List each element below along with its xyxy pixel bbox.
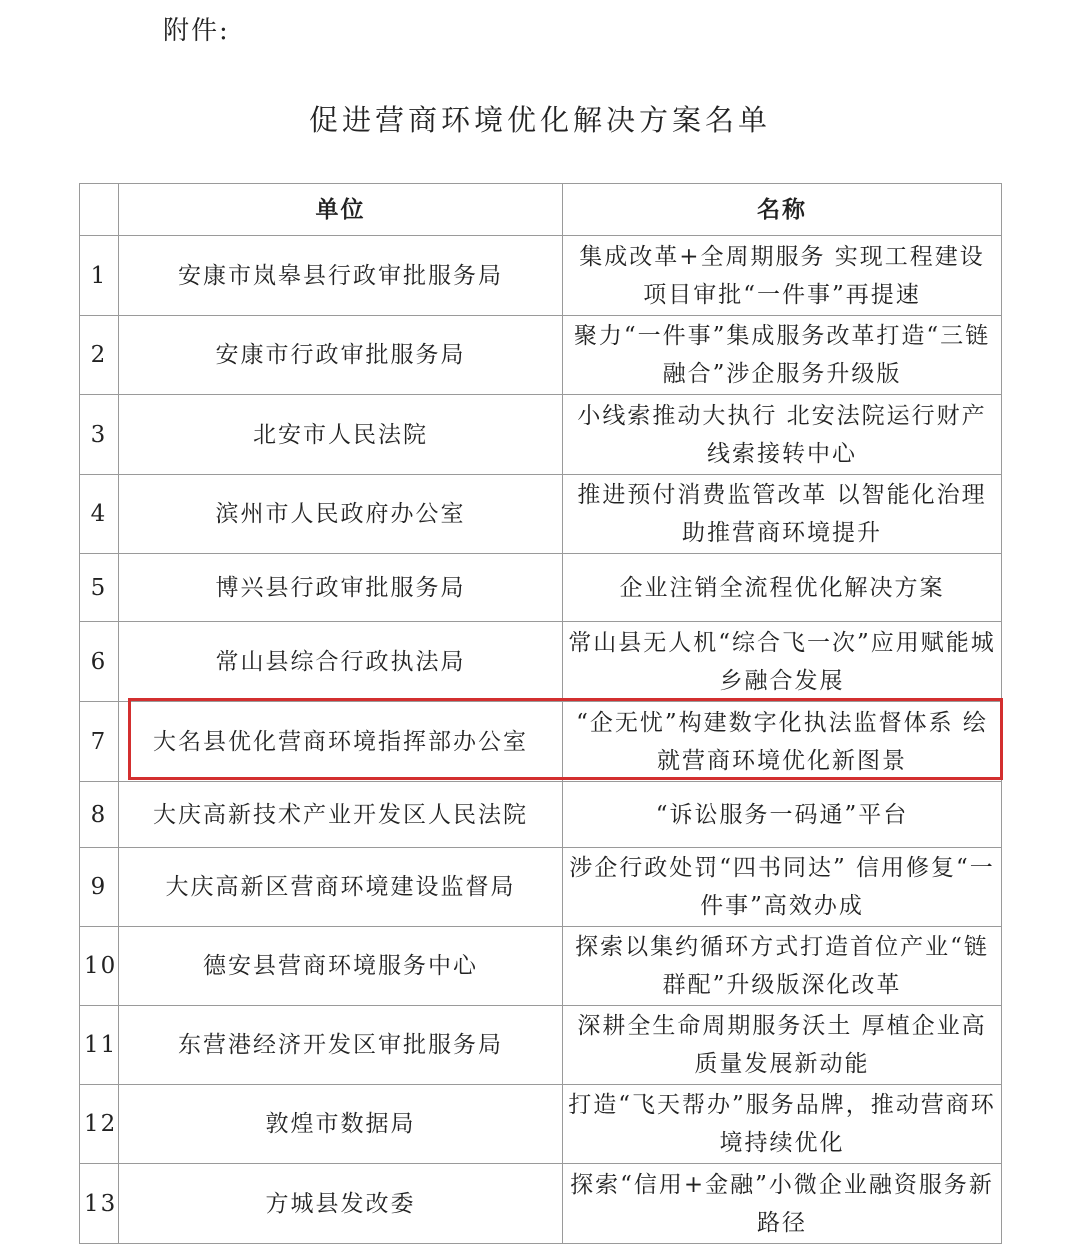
row-unit: 东营港经济开发区审批服务局 <box>119 1006 563 1085</box>
table-row <box>80 395 1002 475</box>
table-row <box>80 848 1002 927</box>
row-number: 9 <box>80 848 119 927</box>
table-row <box>80 316 1002 395</box>
row-name: 打造“飞天帮办”服务品牌，推动营商环境持续优化 <box>563 1085 1002 1164</box>
row-number: 8 <box>80 782 119 848</box>
row-name: 涉企行政处罚“四书同达” 信用修复“一件事”高效办成 <box>563 848 1002 927</box>
header-unit: 单位 <box>119 184 563 236</box>
document-title: 促进营商环境优化解决方案名单 <box>308 103 771 137</box>
row-unit: 大庆高新技术产业开发区人民法院 <box>119 782 563 848</box>
table-row <box>80 475 1002 554</box>
row-name: 小线索推动大执行 北安法院运行财产线索接转中心 <box>563 395 1002 475</box>
row-name: 聚力“一件事”集成服务改革打造“三链融合”涉企服务升级版 <box>563 316 1002 395</box>
row-unit: 德安县营商环境服务中心 <box>119 927 563 1006</box>
table-row <box>80 554 1002 622</box>
row-unit: 常山县综合行政执法局 <box>119 622 563 702</box>
row-name: “诉讼服务一码通”平台 <box>563 782 1002 848</box>
row-number: 7 <box>80 702 119 782</box>
row-name: 企业注销全流程优化解决方案 <box>563 554 1002 622</box>
row-number: 1 <box>80 236 119 316</box>
table-row <box>80 622 1002 702</box>
row-number: 11 <box>80 1006 119 1085</box>
table-row <box>80 1085 1002 1164</box>
row-name: 探索“信用+金融”小微企业融资服务新路径 <box>563 1164 1002 1244</box>
header-no <box>80 184 119 236</box>
row-number: 4 <box>80 475 119 554</box>
row-number: 3 <box>80 395 119 475</box>
row-unit: 敦煌市数据局 <box>119 1085 563 1164</box>
table-row <box>80 1164 1002 1244</box>
row-name: 集成改革+全周期服务 实现工程建设项目审批“一件事”再提速 <box>563 236 1002 316</box>
header-name: 名称 <box>563 184 1002 236</box>
table-header-row <box>80 184 1002 236</box>
row-name: “企无忧”构建数字化执法监督体系 绘就营商环境优化新图景 <box>563 702 1002 782</box>
row-number: 6 <box>80 622 119 702</box>
row-unit: 方城县发改委 <box>119 1164 563 1244</box>
table-row <box>80 1006 1002 1085</box>
row-unit: 安康市岚皋县行政审批服务局 <box>119 236 563 316</box>
attachment-label: 附件: <box>163 16 230 46</box>
table-row <box>80 927 1002 1006</box>
row-name: 推进预付消费监管改革 以智能化治理助推营商环境提升 <box>563 475 1002 554</box>
row-name: 深耕全生命周期服务沃土 厚植企业高质量发展新动能 <box>563 1006 1002 1085</box>
solution-list-table <box>79 183 1002 1244</box>
row-number: 10 <box>80 927 119 1006</box>
row-name: 常山县无人机“综合飞一次”应用赋能城乡融合发展 <box>563 622 1002 702</box>
row-number: 2 <box>80 316 119 395</box>
row-number: 5 <box>80 554 119 622</box>
row-number: 12 <box>80 1085 119 1164</box>
row-unit: 大名县优化营商环境指挥部办公室 <box>119 702 563 782</box>
table-row <box>80 236 1002 316</box>
row-unit: 北安市人民法院 <box>119 395 563 475</box>
row-name: 探索以集约循环方式打造首位产业“链群配”升级版深化改革 <box>563 927 1002 1006</box>
table-row <box>80 782 1002 848</box>
row-number: 13 <box>80 1164 119 1244</box>
row-unit: 滨州市人民政府办公室 <box>119 475 563 554</box>
row-unit: 安康市行政审批服务局 <box>119 316 563 395</box>
table-row-highlighted <box>80 702 1002 782</box>
row-unit: 大庆高新区营商环境建设监督局 <box>119 848 563 927</box>
row-unit: 博兴县行政审批服务局 <box>119 554 563 622</box>
